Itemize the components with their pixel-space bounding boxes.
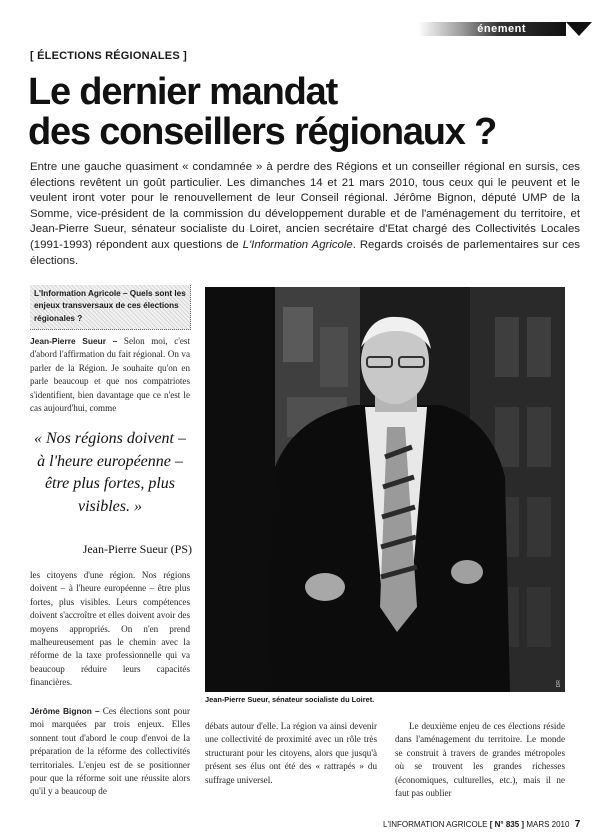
speaker-bignon: Jérôme Bignon – [30, 706, 100, 716]
portrait-illustration [205, 287, 565, 692]
title-line-2: des conseillers régionaux ? [28, 111, 497, 153]
section-banner [418, 22, 566, 36]
intro-text-2: . Regards croisés de parlementaires sur ces élections. [30, 238, 580, 267]
portrait-photo [205, 287, 565, 692]
pull-quote: « Nos régions doivent – à l'heure européenne – être plus fortes, plus visibles. » [34, 430, 186, 515]
answer-paragraph-3 [30, 705, 190, 799]
intro-publication: L'Information Agricole [242, 238, 353, 251]
title-line-1: Le dernier mandat [28, 71, 338, 113]
intro-paragraph [30, 160, 580, 269]
footer-issue: [ N° 835 ] [489, 820, 525, 829]
answer-paragraph-5 [395, 720, 565, 800]
speaker-sueur: Jean-Pierre Sueur – [30, 336, 118, 346]
answer-text-3: Ces élections sont pour moi marquées par trois enjeux. Elles sonnent tout d'abord le coup d'envoi de la préparation de la réforme des collectivités territoriales. L'enjeu est de se positionner pour que la réforme soit une réussite alors qu'il y a beaucoup de [30, 706, 190, 797]
answer-paragraph-1 [30, 335, 190, 415]
answer-paragraph-4: débats autour d'elle. La région va ainsi devenir une collectivité de proximité avec un rôle très structurant pour les citoyens, alors que jusqu'à présent ses élus ont été des « rattrapés » du suffrage universel. [205, 721, 377, 785]
photo-credit: DR [556, 680, 562, 688]
answer-paragraph-2: les citoyens d'une région. Nos régions doivent – à l'heure européenne – être plus fortes, plus visibles. Leurs compétences doivent s'accroître et elles doivent avoir des moyens appropriés. On n'en prend malheureusement pas le chemin avec la réforme de la taxe professionnelle qui va beaucoup réduire leurs capacités financières. [30, 570, 190, 688]
footer-publication: L'INFORMATION AGRICOLE [383, 820, 488, 829]
section-kicker: [ ÉLECTIONS RÉGIONALES ] [30, 50, 187, 62]
page-title [28, 72, 588, 152]
page-footer [383, 819, 580, 830]
photo-caption: Jean-Pierre Sueur, sénateur socialiste du Loiret. [205, 695, 375, 704]
page-number: 7 [574, 819, 581, 830]
interview-question: L'Information Agricole – Quels sont les enjeux transversaux de ces élections régionales ? [34, 289, 186, 323]
intro-text-1: Entre une gauche quasiment « condamnée » à perdre des Régions et un conseiller régional en sursis, ces élections revêtent un goût particulier. Les dimanches 14 et 21 mars 2010, tous ceux qui le peuvent et le veulent iront voter pour le renouvellement de leur Conseil régional. Jérôme Bignon, député UMP de la Somme, vice-président de la commission du développement durable et de l'aménagement du territoire, et Jean-Pierre Sueur, sénateur socialiste du Loiret, ancien secrétaire d'Etat chargé des Collectivités Locales (1991-1993) répondent aux questions de [30, 161, 580, 251]
banner-arrow-icon [566, 22, 592, 36]
section-banner-label: énement [477, 23, 526, 35]
pull-quote-attribution: Jean-Pierre Sueur (PS) [82, 542, 192, 556]
answer-text-5: Le deuxième enjeu de ces élections réside dans l'aménagement du territoire. Le monde se construit à travers de grandes métropoles où se trouvent les grandes richesses (économiques, culturelles, etc.), mais il ne faut pas oublier [395, 721, 565, 799]
footer-date: MARS 2010 [526, 820, 570, 829]
answer-text-1: Selon moi, c'est d'abord l'affirmation du fait régional. On va parler de la Région. Je souhaite qu'on en parle beaucoup et que nos compatriotes s'identifient, bien davantage que ce n'est le cas aujourd'hui, comme [30, 336, 190, 414]
